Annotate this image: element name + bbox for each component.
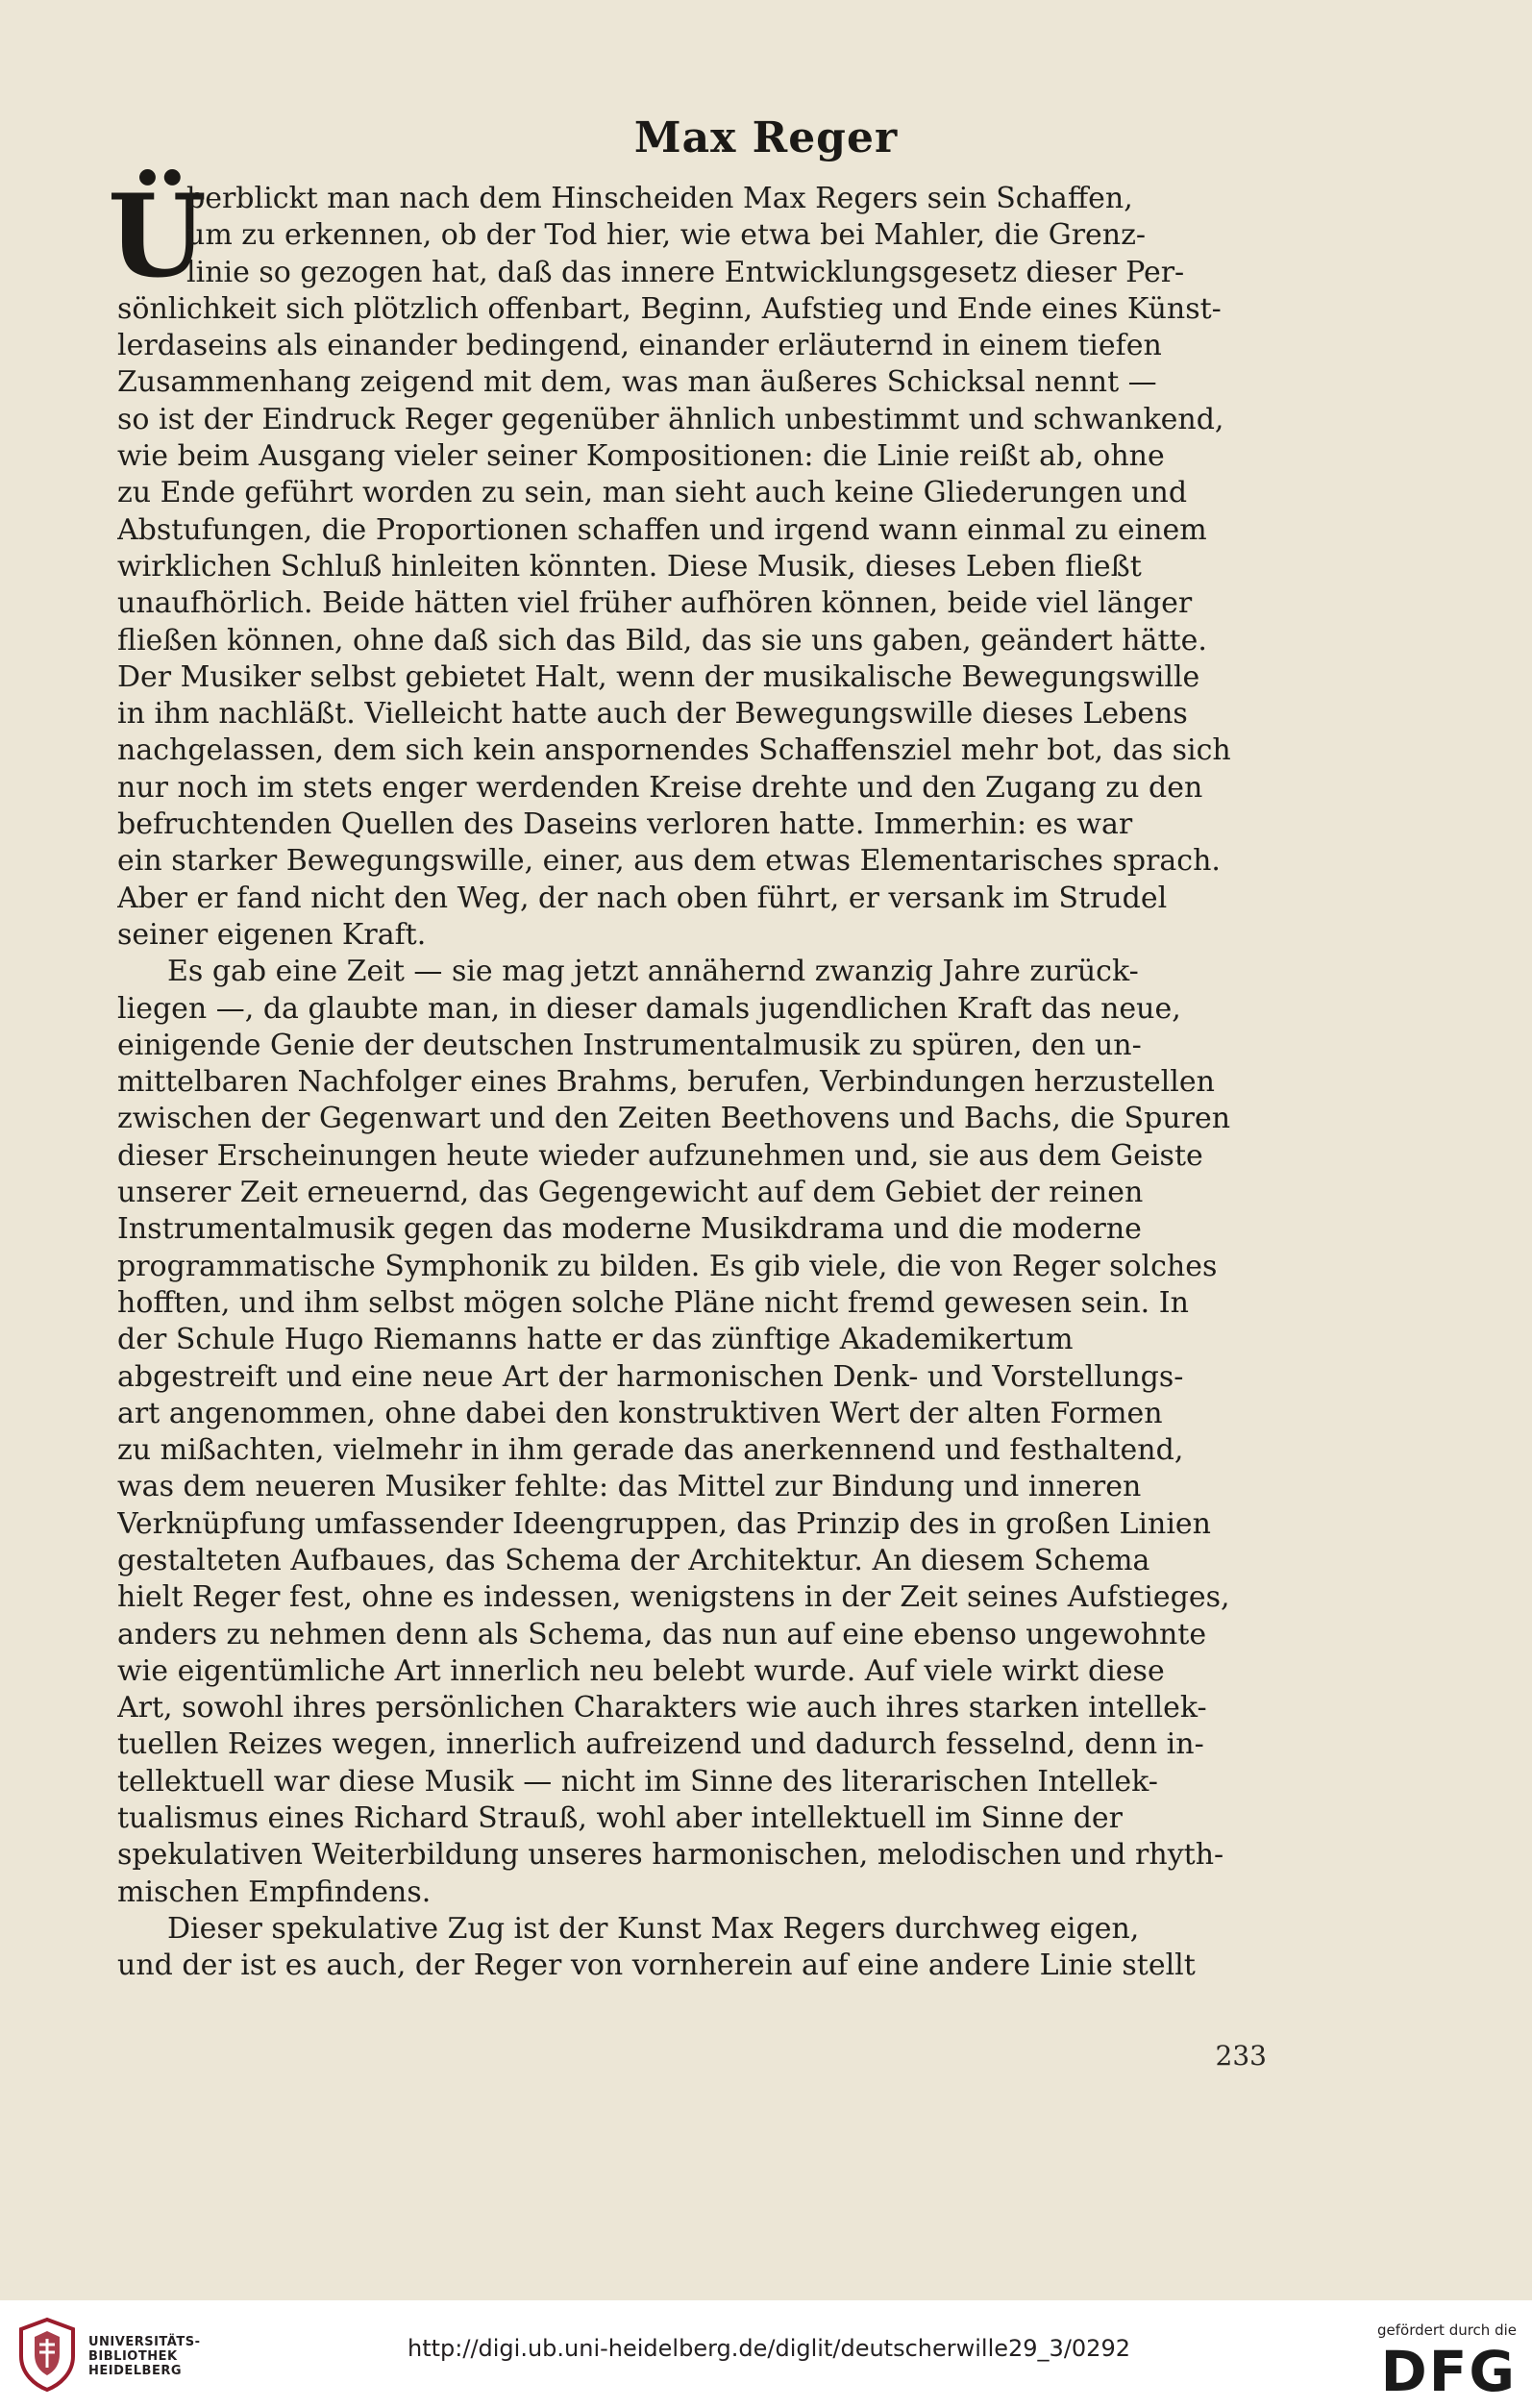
text-line: wie beim Ausgang vieler seiner Kompositionen: die Linie reißt ab, ohne [117, 439, 1165, 474]
text-line: spekulativen Weiterbildung unseres harmonischen, melodischen und rhyth- [117, 1838, 1224, 1873]
text-line: um zu erkennen, ob der Tod hier, wie etwa bei Mahler, die Grenz- [186, 218, 1147, 253]
text-line: befruchtenden Quellen des Daseins verloren hatte. Immerhin: es war [117, 807, 1133, 842]
library-name-line: UNIVERSITÄTS- [88, 2335, 201, 2349]
text-line: unaufhörlich. Beide hätten viel früher aufhören können, beide viel länger [117, 586, 1193, 621]
text-line: wirklichen Schluß hinleiten könnten. Diese Musik, dieses Leben fließt [117, 549, 1142, 583]
text-line: abgestreift und eine neue Art der harmonischen Denk- und Vorstellungs- [117, 1359, 1184, 1394]
text-line: tuellen Reizes wegen, innerlich aufreizend und dadurch fesselnd, denn in- [117, 1727, 1204, 1762]
text-line: anders zu nehmen denn als Schema, das nun auf eine ebenso ungewohnte [117, 1617, 1207, 1651]
text-line: Verknüpfung umfassender Ideengruppen, das Prinzip des in großen Linien [117, 1506, 1211, 1541]
text-line: Zusammenhang zeigend mit dem, was man äußeres Schicksal nennt — [117, 365, 1157, 400]
text-line: fließen können, ohne daß sich das Bild, das sie uns gaben, geändert hätte. [117, 623, 1207, 658]
text-line: einigende Genie der deutschen Instrumentalmusik zu spüren, den un- [117, 1028, 1142, 1062]
drop-cap-initial: Ü [108, 169, 207, 303]
text-line: Der Musiker selbst gebietet Halt, wenn der musikalische Bewegungswille [117, 659, 1200, 694]
text-line: lerdaseins als einander bedingend, einander erläuternd in einem tiefen [117, 329, 1162, 363]
text-line: hofften, und ihm selbst mögen solche Pläne nicht fremd gewesen sein. In [117, 1285, 1189, 1320]
text-line: was dem neueren Musiker fehlte: das Mittel zur Bindung und inneren [117, 1470, 1142, 1504]
text-line: art angenommen, ohne dabei den konstruktiven Wert der alten Formen [117, 1396, 1163, 1430]
dfg-logo: DFG [1380, 2339, 1517, 2404]
text-line: seiner eigenen Kraft. [117, 917, 427, 952]
text-line: zu Ende geführt worden zu sein, man sieht auch keine Gliederungen und [117, 476, 1188, 510]
text-line: unserer Zeit erneuernd, das Gegengewicht auf dem Gebiet der reinen [117, 1176, 1144, 1210]
text-line: mischen Empfindens. [117, 1874, 432, 1909]
article-body [117, 181, 1267, 1985]
library-name-line: HEIDELBERG [88, 2364, 183, 2378]
text-line: liegen —, da glaubte man, in dieser damals jugendlichen Kraft das neue, [117, 991, 1181, 1026]
text-line: dieser Erscheinungen heute wieder aufzunehmen und, sie aus dem Geiste [117, 1138, 1203, 1173]
text-line: und der ist es auch, der Reger von vornherein auf eine andere Linie stellt [117, 1949, 1196, 1983]
text-line: zu mißachten, vielmehr in ihm gerade das anerkennend und festhaltend, [117, 1433, 1184, 1468]
library-name-line: BIBLIOTHEK [88, 2349, 178, 2364]
text-line: der Schule Hugo Riemanns hatte er das zünftige Akademikertum [117, 1323, 1074, 1357]
text-line: tellektuell war diese Musik — nicht im Sinne des literarischen Intellek- [117, 1764, 1158, 1799]
text-line: gestalteten Aufbaues, das Schema der Architektur. An diesem Schema [117, 1543, 1150, 1577]
page-number: 233 [1215, 2040, 1267, 2072]
library-name [88, 2335, 233, 2378]
text-line: hielt Reger fest, ohne es indessen, wenigstens in der Zeit seines Aufstieges, [117, 1580, 1230, 1615]
text-line: linie so gezogen hat, daß das innere Entwicklungsgesetz dieser Per- [186, 255, 1185, 289]
text-line: Instrumentalmusik gegen das moderne Musikdrama und die moderne [117, 1212, 1142, 1247]
funding-label: gefördert durch die [1377, 2321, 1517, 2339]
text-line: Dieser spekulative Zug ist der Kunst Max Regers durchweg eigen, [167, 1911, 1140, 1946]
text-line: nur noch im stets enger werdenden Kreise drehte und den Zugang zu den [117, 770, 1203, 805]
text-line: nachgelassen, dem sich kein anspornendes Schaffensziel mehr bot, das sich [117, 733, 1231, 768]
text-line: zwischen der Gegenwart und den Zeiten Beethovens und Bachs, die Spuren [117, 1102, 1231, 1136]
text-line: tualismus eines Richard Strauß, wohl aber intellektuell im Sinne der [117, 1801, 1124, 1836]
text-line: so ist der Eindruck Reger gegenüber ähnlich unbestimmt und schwankend, [117, 402, 1224, 436]
text-line: Es gab eine Zeit — sie mag jetzt annähernd zwanzig Jahre zurück- [167, 955, 1139, 989]
text-line: sönlichkeit sich plötzlich offenbart, Beginn, Aufstieg und Ende eines Künst- [117, 291, 1222, 326]
text-line: ein starker Bewegungswille, einer, aus dem etwas Elementarisches sprach. [117, 844, 1221, 879]
text-line: Aber er fand nicht den Weg, der nach oben führt, er versank im Strudel [117, 881, 1168, 915]
permalink-url[interactable]: http://digi.ub.uni-heidelberg.de/diglit/deutscherwille29_3/0292 [408, 2335, 1130, 2362]
text-line: mittelbaren Nachfolger eines Brahms, berufen, Verbindungen herzustellen [117, 1065, 1215, 1100]
text-line: Art, sowohl ihres persönlichen Charakters wie auch ihres starken intellek- [117, 1691, 1207, 1725]
text-line: berblickt man nach dem Hinscheiden Max Regers sein Schaffen, [186, 182, 1133, 215]
text-line: Abstufungen, die Proportionen schaffen und irgend wann einmal zu einem [117, 512, 1207, 547]
viewer-footer [0, 2300, 1532, 2408]
article-title: Max Reger [633, 113, 899, 162]
text-line: in ihm nachläßt. Vielleicht hatte auch der Bewegungswille dieses Lebens [117, 697, 1188, 732]
text-line: wie eigentümliche Art innerlich neu belebt wurde. Auf viele wirkt diese [117, 1653, 1165, 1688]
university-seal-icon [13, 2316, 81, 2393]
text-line: programmatische Symphonik zu bilden. Es gib viele, die von Reger solches [117, 1249, 1218, 1283]
